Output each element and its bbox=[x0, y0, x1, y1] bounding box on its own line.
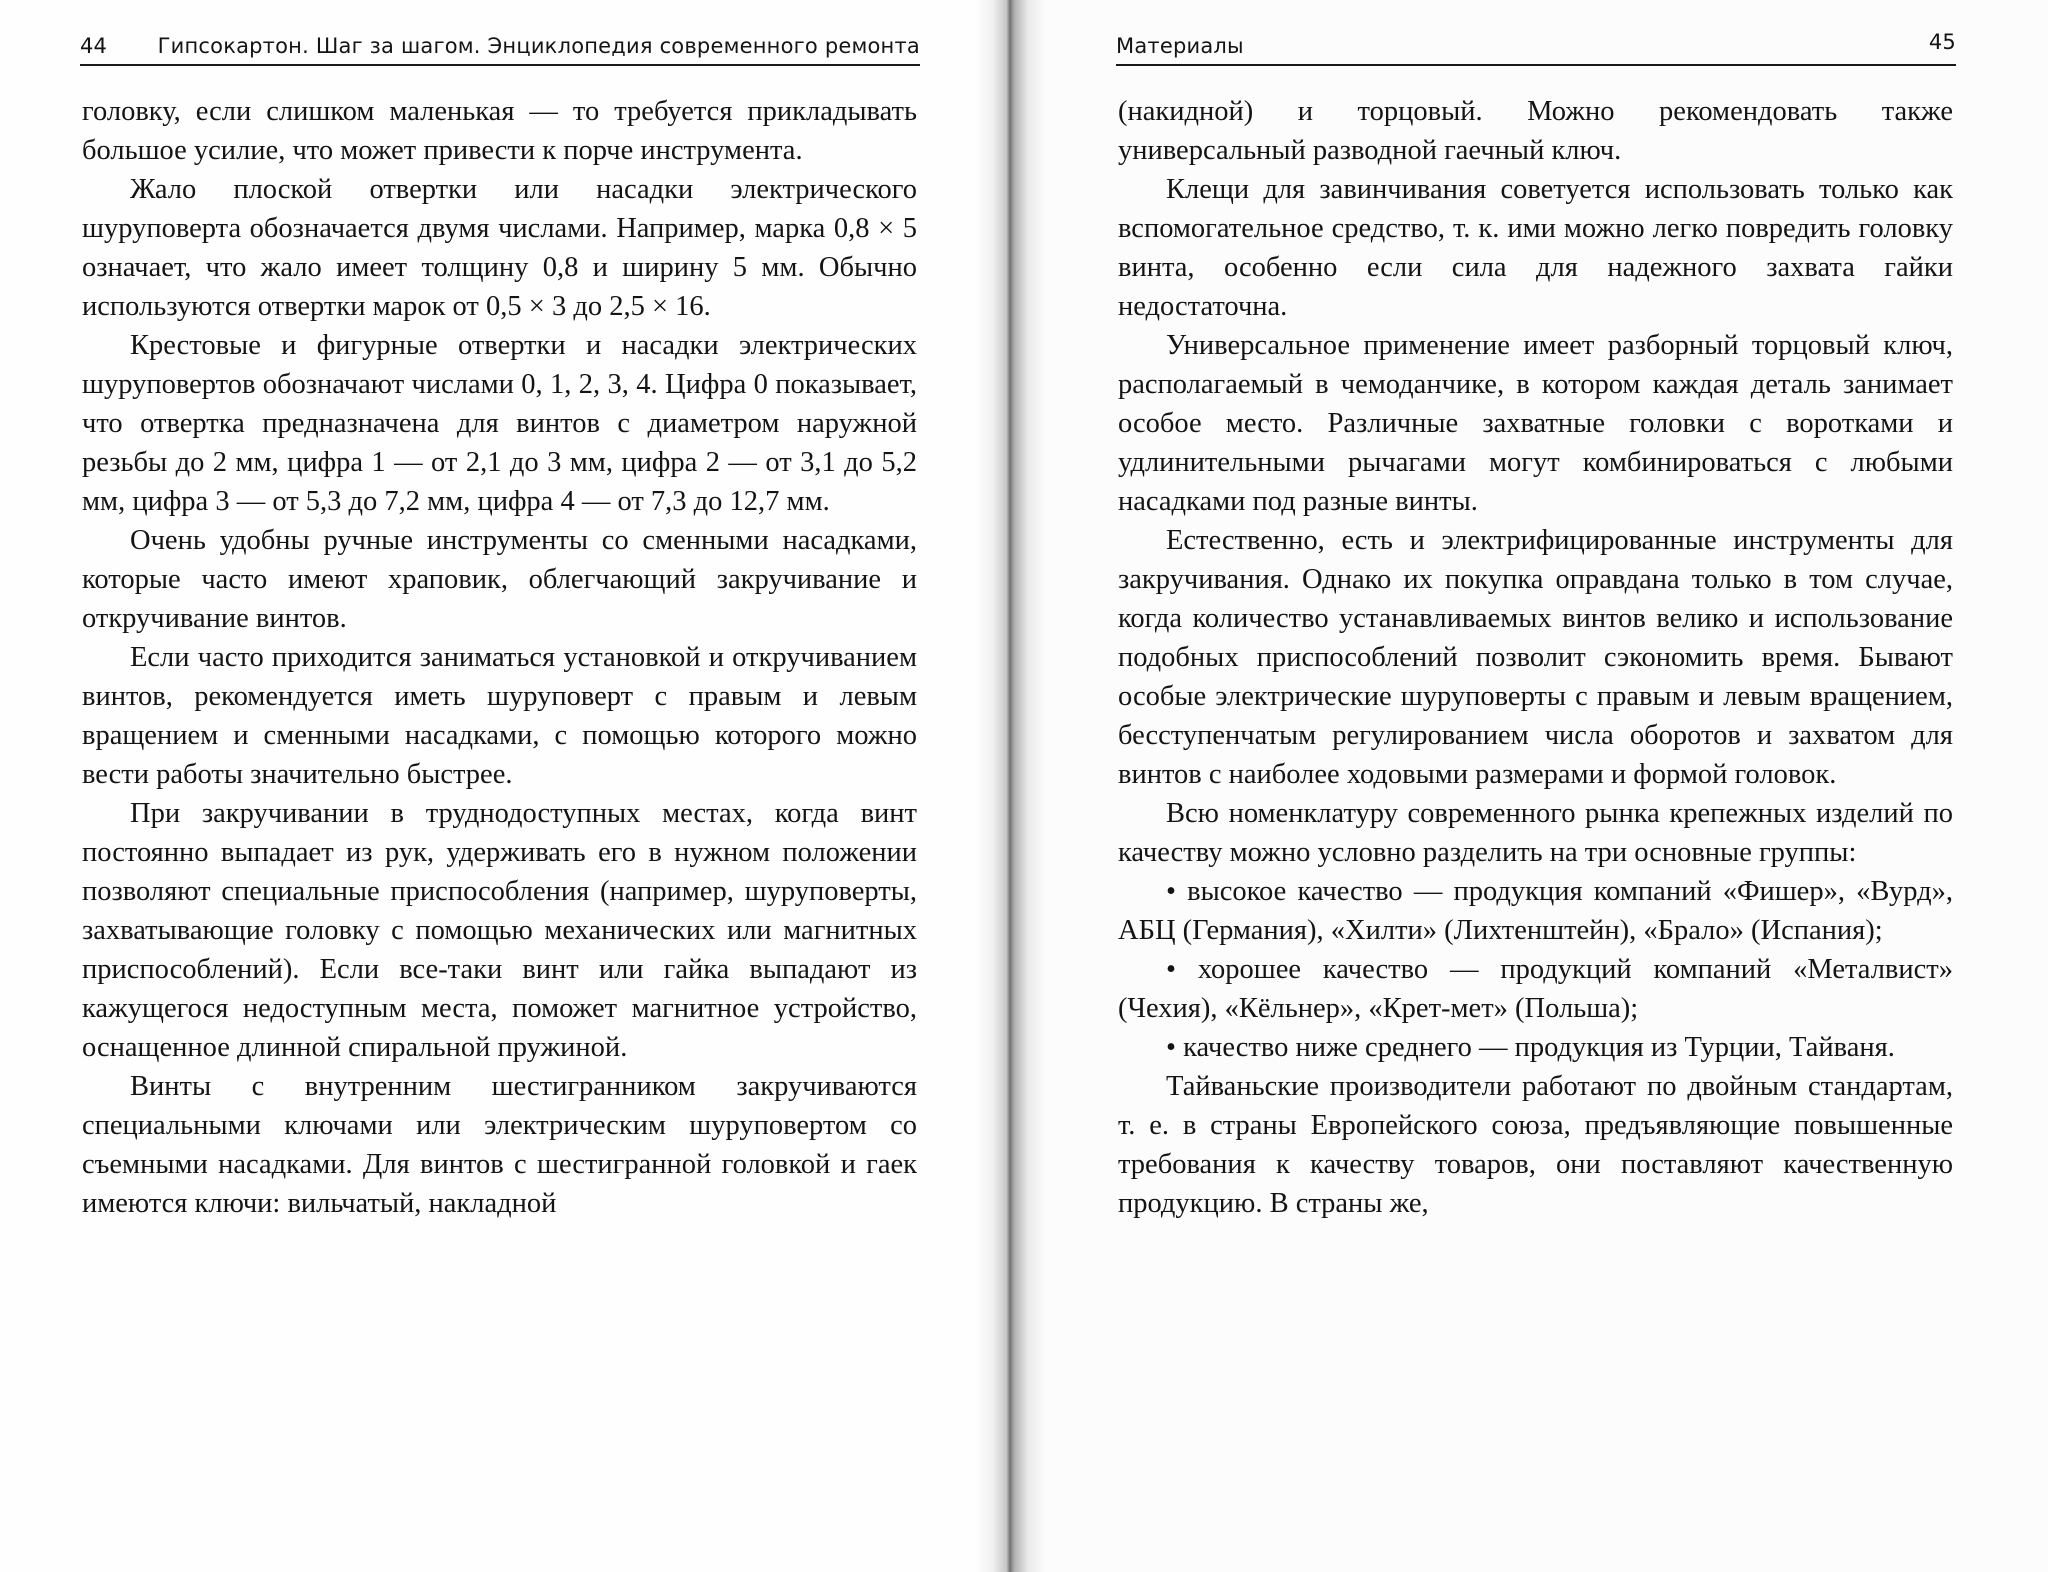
paragraph: Крестовые и фигурные отвертки и насадки электрических шуруповертов обозначают числами 0, 1, 2, 3, 4. Цифра 0 показывает, что отвертка предназначена для винтов с диаметром наружной резьбы до 2 мм, цифра 1 — от 2,1 до 3 мм, цифра 2 — от 3,1 до 5,2 мм, цифра 3 — от 5,3 до 7,2 мм, цифра 4 — от 7,3 до 12,7 мм. bbox=[82, 330, 917, 517]
bullet-icon: • bbox=[1166, 1032, 1176, 1063]
left-page bbox=[0, 0, 1010, 1572]
bullet-item bbox=[1118, 872, 1953, 950]
paragraph: Всю номенклатуру современного рынка крепежных изделий по качеству можно условно разделить на три основные группы: bbox=[1118, 798, 1953, 868]
left-page-header bbox=[80, 22, 920, 66]
bullet-text: высокое качество — продукция компаний «Фишер», «Вурд», АБЦ (Германия), «Хилти» (Лихтенштейн), «Брало» (Испания); bbox=[1118, 876, 1953, 946]
paragraph: (накидной) и торцовый. Можно рекомендовать также универсальный разводной гаечный ключ. bbox=[1118, 96, 1953, 166]
right-page-number: 45 bbox=[1928, 30, 1956, 54]
bullet-icon: • bbox=[1166, 876, 1176, 907]
binding-gutter bbox=[975, 0, 1045, 1572]
paragraph: Тайваньские производители работают по двойным стандартам, т. е. в страны Европейского союза, предъявляющие повышенные требования к качеству товаров, они поставляют качественную продукцию. В страны же, bbox=[1118, 1071, 1953, 1219]
paragraph: Очень удобны ручные инструменты со сменными насадками, которые часто имеют храповик, облегчающий закручивание и откручивание винтов. bbox=[82, 525, 917, 634]
right-page-body bbox=[1118, 92, 1953, 1223]
bullet-text: качество ниже среднего — продукция из Турции, Тайваня. bbox=[1183, 1032, 1895, 1063]
left-running-title: Гипсокартон. Шаг за шагом. Энциклопедия современного ремонта bbox=[157, 34, 920, 58]
bullet-icon: • bbox=[1166, 954, 1176, 985]
paragraph: головку, если слишком маленькая — то требуется прикладывать большое усилие, что может привести к порче инструмента. bbox=[82, 96, 917, 166]
left-page-number: 44 bbox=[80, 34, 108, 58]
paragraph: Естественно, есть и электрифицированные инструменты для закручивания. Однако их покупка оправдана только в том случае, когда количество устанавливаемых винтов велико и использование подобных приспособлений позволит сэкономить время. Бывают особые электрические шуруповерты с правым и левым вращением, бесступенчатым регулированием числа оборотов и захватом для винтов с наиболее ходовыми размерами и формой головок. bbox=[1118, 525, 1953, 790]
bullet-text: хорошее качество — продукций компаний «Металвист» (Чехия), «Кёльнер», «Крет-мет» (Польша); bbox=[1118, 954, 1953, 1024]
paragraph: При закручивании в труднодоступных местах, когда винт постоянно выпадает из рук, удерживать его в нужном положении позволяют специальные приспособления (например, шуруповерты, захватывающие головку с помощью механических или магнитных приспособлений). Если все-таки винт или гайка выпадают из кажущегося недоступным места, поможет магнитное устройство, оснащенное длинной спиральной пружиной. bbox=[82, 798, 917, 1063]
left-page-body bbox=[82, 92, 917, 1223]
right-running-title: Материалы bbox=[1116, 34, 1244, 58]
bullet-item bbox=[1118, 1028, 1953, 1067]
paragraph: Жало плоской отвертки или насадки электрического шуруповерта обозначается двумя числами. Например, марка 0,8 × 5 означает, что жало имеет толщину 0,8 и ширину 5 мм. Обычно используются отвертки марок от 0,5 × 3 до 2,5 × 16. bbox=[82, 174, 917, 322]
paragraph: Винты с внутренним шестигранником закручиваются специальными ключами или электрическим шуруповертом со съемными насадками. Для винтов с шестигранной головкой и гаек имеются ключи: вильчатый, накладной bbox=[82, 1071, 917, 1219]
right-page bbox=[1010, 0, 2048, 1572]
paragraph: Если часто приходится заниматься установкой и откручиванием винтов, рекомендуется иметь шуруповерт с правым и левым вращением и сменными насадками, с помощью которого можно вести работы значительно быстрее. bbox=[82, 642, 917, 790]
paragraph: Клещи для завинчивания советуется использовать только как вспомогательное средство, т. к. ими можно легко повредить головку винта, особенно если сила для надежного захвата гайки недостаточна. bbox=[1118, 174, 1953, 322]
paragraph: Универсальное применение имеет разборный торцовый ключ, располагаемый в чемоданчике, в котором каждая деталь занимает особое место. Различные захватные головки с воротками и удлинительными рычагами могут комбинироваться с любыми насадками под разные винты. bbox=[1118, 330, 1953, 517]
bullet-item bbox=[1118, 950, 1953, 1028]
right-page-header bbox=[1116, 22, 1956, 66]
